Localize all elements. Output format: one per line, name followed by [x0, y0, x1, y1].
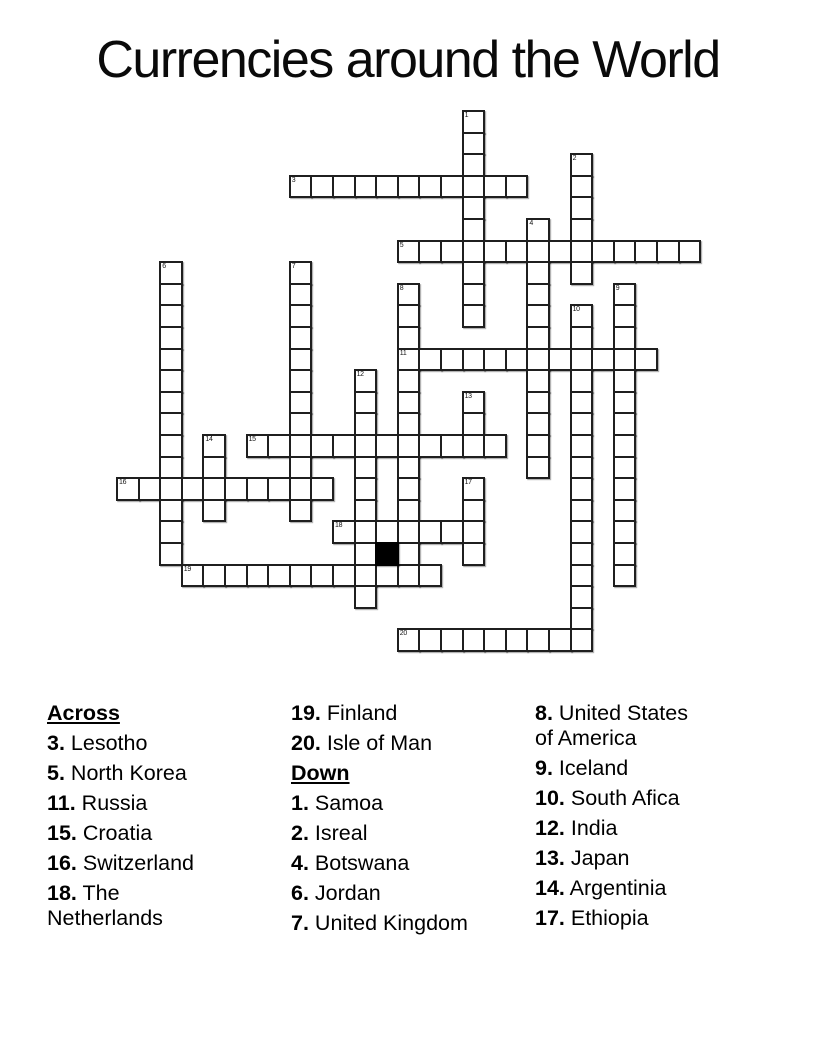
- clue-text: Iceland: [552, 755, 629, 780]
- grid-cell[interactable]: [591, 240, 615, 264]
- grid-cell[interactable]: [570, 326, 594, 350]
- grid-cell[interactable]: [462, 499, 486, 523]
- grid-cell[interactable]: [354, 520, 378, 544]
- grid-cell[interactable]: [570, 261, 594, 285]
- clue-text: Botswana: [308, 851, 410, 875]
- cell-number: 20: [399, 630, 407, 638]
- grid-cell[interactable]: [310, 175, 334, 199]
- grid-cell[interactable]: [332, 564, 356, 588]
- clue: [291, 731, 503, 756]
- grid-cell[interactable]: [354, 456, 378, 480]
- grid-cell[interactable]: [418, 348, 442, 372]
- page-title: Currencies around the World: [96, 31, 720, 89]
- grid-cell[interactable]: [570, 412, 594, 436]
- grid-cell[interactable]: [613, 564, 637, 588]
- grid-cell[interactable]: [462, 412, 486, 436]
- grid-cell[interactable]: [397, 369, 421, 393]
- grid-cell[interactable]: [462, 477, 486, 501]
- grid-cell[interactable]: [613, 304, 637, 328]
- grid-cell[interactable]: [613, 434, 637, 458]
- grid-cell[interactable]: [332, 434, 356, 458]
- clue-number: 16.: [47, 851, 77, 875]
- grid-cell[interactable]: [159, 369, 183, 393]
- cell-number: 16: [119, 479, 127, 487]
- cell-number: 3: [291, 176, 296, 184]
- grid-cell[interactable]: [289, 304, 313, 328]
- grid-cell[interactable]: [570, 499, 594, 523]
- grid-cell[interactable]: [570, 369, 594, 393]
- grid-cell[interactable]: [202, 564, 226, 588]
- grid-cell[interactable]: [397, 499, 421, 523]
- cell-number: 12: [356, 371, 364, 379]
- grid-cell[interactable]: [462, 132, 486, 156]
- grid-cell[interactable]: [375, 564, 399, 588]
- grid-cell[interactable]: [397, 283, 421, 307]
- grid-cell[interactable]: [138, 477, 162, 501]
- grid-cell[interactable]: [570, 240, 594, 264]
- cell-number: 4: [529, 220, 533, 227]
- clue: [291, 701, 503, 726]
- clue-text: India: [564, 815, 618, 840]
- grid-cell[interactable]: [246, 564, 270, 588]
- grid-cell[interactable]: [332, 520, 356, 544]
- clue: [535, 701, 747, 750]
- grid-cell[interactable]: [462, 240, 486, 264]
- grid-cell[interactable]: [354, 175, 378, 199]
- grid-cell[interactable]: [462, 542, 486, 566]
- cell-number: 10: [572, 306, 580, 314]
- grid-cell[interactable]: [526, 283, 550, 307]
- grid-cell[interactable]: [202, 456, 226, 480]
- grid-cell[interactable]: [159, 520, 183, 544]
- grid-cell[interactable]: [613, 477, 637, 501]
- grid-cell[interactable]: [462, 434, 486, 458]
- grid-cell[interactable]: [613, 369, 637, 393]
- grid-cell[interactable]: [613, 520, 637, 544]
- clue-text: Netherlands: [47, 905, 163, 930]
- grid-cell[interactable]: [289, 175, 313, 199]
- cell-number: 14: [205, 436, 213, 443]
- cell-number: 5: [399, 241, 404, 249]
- grid-cell[interactable]: [570, 520, 594, 544]
- grid-cell[interactable]: [526, 434, 550, 458]
- grid-cell[interactable]: [397, 326, 421, 350]
- grid-cell[interactable]: [570, 391, 594, 415]
- grid-cell[interactable]: [397, 412, 421, 436]
- grid-cell[interactable]: [570, 628, 594, 652]
- clue-number: 2.: [291, 821, 309, 845]
- grid-cell[interactable]: [418, 240, 442, 264]
- grid-cell[interactable]: [418, 175, 442, 199]
- grid-cell[interactable]: [440, 520, 464, 544]
- grid-cell[interactable]: [613, 326, 637, 350]
- grid-cell[interactable]: [397, 520, 421, 544]
- grid-cell[interactable]: [397, 175, 421, 199]
- grid-cell[interactable]: [418, 520, 442, 544]
- grid-cell[interactable]: [354, 369, 378, 393]
- grid-cell[interactable]: [246, 434, 270, 458]
- clue-text: Argentinia: [564, 875, 667, 900]
- grid-cell[interactable]: [289, 499, 313, 523]
- grid-cell[interactable]: [570, 477, 594, 501]
- clue-number: 7.: [291, 911, 309, 935]
- grid-cell[interactable]: [159, 261, 183, 285]
- grid-cell[interactable]: [483, 628, 507, 652]
- grid-cell[interactable]: [440, 434, 464, 458]
- clue-number: 10.: [535, 785, 565, 810]
- grid-cell[interactable]: [289, 283, 313, 307]
- cell-number: 9: [615, 284, 620, 292]
- grid-cell[interactable]: [462, 196, 486, 220]
- grid-cell[interactable]: [310, 477, 334, 501]
- grid-cell[interactable]: [354, 564, 378, 588]
- grid-cell[interactable]: [548, 348, 572, 372]
- grid-cell[interactable]: [613, 456, 637, 480]
- grid-cell[interactable]: [462, 348, 486, 372]
- clue-number: 4.: [291, 851, 309, 875]
- clue-number: 20.: [291, 731, 321, 755]
- grid-cell[interactable]: [462, 261, 486, 285]
- cell-number: 2: [572, 155, 577, 163]
- grid-cell[interactable]: [397, 542, 421, 566]
- grid-cell[interactable]: [397, 628, 421, 652]
- grid-cell[interactable]: [289, 326, 313, 350]
- grid-cell[interactable]: [462, 153, 486, 177]
- clue: [535, 906, 747, 931]
- grid-cell[interactable]: [224, 564, 248, 588]
- cell-number: 19: [183, 565, 191, 573]
- clue-text: Lesotho: [64, 731, 148, 755]
- clue: [47, 821, 259, 846]
- clue-text: Isle of Man: [320, 731, 433, 755]
- black-cell: [375, 542, 399, 566]
- clue: [291, 821, 503, 846]
- grid-cell[interactable]: [310, 564, 334, 588]
- clue-number: 17.: [535, 905, 565, 930]
- clue-number: 1.: [291, 791, 309, 815]
- grid-cell[interactable]: [483, 175, 507, 199]
- grid-cell[interactable]: [613, 240, 637, 264]
- grid-cell[interactable]: [570, 456, 594, 480]
- grid-cell[interactable]: [289, 434, 313, 458]
- cell-number: 8: [399, 284, 404, 292]
- grid-cell[interactable]: [462, 304, 486, 328]
- grid-cell[interactable]: [375, 520, 399, 544]
- grid-cell[interactable]: [397, 240, 421, 264]
- clue: [535, 876, 747, 901]
- grid-cell[interactable]: [202, 434, 226, 458]
- clue-column-3: [535, 701, 747, 936]
- grid-cell[interactable]: [526, 218, 550, 242]
- clue: [291, 851, 503, 876]
- clue: [535, 756, 747, 781]
- grid-cell[interactable]: [397, 564, 421, 588]
- grid-cell[interactable]: [570, 542, 594, 566]
- clue-number: 14.: [535, 875, 565, 900]
- clue-text: Switzerland: [76, 851, 194, 875]
- clue-text: Samoa: [308, 791, 384, 815]
- clue-column-2: [291, 701, 503, 941]
- grid-cell[interactable]: [462, 175, 486, 199]
- grid-cell[interactable]: [570, 348, 594, 372]
- grid-cell[interactable]: [116, 477, 140, 501]
- clue-number: 18.: [47, 881, 77, 905]
- clue-text: United States: [552, 701, 688, 725]
- grid-cell[interactable]: [505, 175, 529, 199]
- cell-number: 18: [335, 522, 343, 530]
- grid-cell[interactable]: [289, 412, 313, 436]
- grid-cell[interactable]: [570, 564, 594, 588]
- grid-cell[interactable]: [526, 391, 550, 415]
- grid-cell[interactable]: [289, 391, 313, 415]
- clue-number: 11.: [47, 791, 76, 815]
- grid-cell[interactable]: [397, 348, 421, 372]
- grid-cell[interactable]: [656, 240, 680, 264]
- clue-number: 8.: [535, 701, 553, 725]
- grid-cell[interactable]: [289, 564, 313, 588]
- grid-cell[interactable]: [462, 391, 486, 415]
- grid-cell[interactable]: [613, 283, 637, 307]
- grid-cell[interactable]: [181, 477, 205, 501]
- clue-number: 3.: [47, 731, 65, 755]
- grid-cell[interactable]: [613, 391, 637, 415]
- grid-cell[interactable]: [159, 434, 183, 458]
- grid-cell[interactable]: [159, 348, 183, 372]
- grid-cell[interactable]: [634, 240, 658, 264]
- grid-cell[interactable]: [570, 304, 594, 328]
- grid-cell[interactable]: [397, 304, 421, 328]
- cell-number: 7: [291, 263, 296, 271]
- grid-cell[interactable]: [613, 412, 637, 436]
- clue-column-1: [47, 701, 259, 936]
- clue: [47, 881, 259, 930]
- grid-cell[interactable]: [548, 628, 572, 652]
- cell-number: 15: [248, 436, 256, 443]
- grid-cell[interactable]: [159, 456, 183, 480]
- grid-cell[interactable]: [526, 348, 550, 372]
- grid-cell[interactable]: [570, 218, 594, 242]
- clue-text: Japan: [564, 845, 630, 870]
- grid-cell[interactable]: [526, 261, 550, 285]
- clue-text: United Kingdom: [308, 911, 468, 935]
- grid-cell[interactable]: [526, 369, 550, 393]
- grid-cell[interactable]: [613, 542, 637, 566]
- clue-number: 5.: [47, 761, 65, 785]
- clue: [291, 791, 503, 816]
- grid-cell[interactable]: [354, 412, 378, 436]
- grid-cell[interactable]: [246, 477, 270, 501]
- grid-cell[interactable]: [483, 348, 507, 372]
- grid-cell[interactable]: [462, 218, 486, 242]
- grid-cell[interactable]: [289, 348, 313, 372]
- clue: [47, 761, 259, 786]
- grid-cell[interactable]: [289, 261, 313, 285]
- grid-cell[interactable]: [570, 175, 594, 199]
- grid-cell[interactable]: [634, 348, 658, 372]
- grid-cell[interactable]: [159, 326, 183, 350]
- grid-cell[interactable]: [354, 499, 378, 523]
- grid-cell[interactable]: [418, 434, 442, 458]
- grid-cell[interactable]: [397, 391, 421, 415]
- grid-cell[interactable]: [267, 434, 291, 458]
- grid-cell[interactable]: [181, 564, 205, 588]
- grid-cell[interactable]: [159, 391, 183, 415]
- grid-cell[interactable]: [526, 326, 550, 350]
- grid-cell[interactable]: [224, 477, 248, 501]
- grid-cell[interactable]: [570, 153, 594, 177]
- grid-cell[interactable]: [462, 520, 486, 544]
- grid-cell[interactable]: [375, 175, 399, 199]
- clue-text: Croatia: [76, 821, 153, 845]
- grid-cell[interactable]: [570, 585, 594, 609]
- clue-text: The: [76, 881, 120, 905]
- grid-cell[interactable]: [440, 175, 464, 199]
- clue-number: 13.: [535, 845, 565, 870]
- clue-text: of America: [535, 725, 637, 750]
- grid-cell[interactable]: [159, 477, 183, 501]
- clue: [535, 846, 747, 871]
- clue-text: Ethiopia: [564, 905, 649, 930]
- grid-cell[interactable]: [440, 240, 464, 264]
- grid-cell[interactable]: [332, 175, 356, 199]
- clue: [47, 851, 259, 876]
- grid-cell[interactable]: [570, 434, 594, 458]
- clue-number: 6.: [291, 881, 309, 905]
- grid-cell[interactable]: [397, 477, 421, 501]
- grid-cell[interactable]: [289, 369, 313, 393]
- grid-cell[interactable]: [418, 628, 442, 652]
- grid-cell[interactable]: [440, 348, 464, 372]
- cell-number: 6: [162, 263, 166, 271]
- grid-cell[interactable]: [202, 499, 226, 523]
- grid-cell[interactable]: [267, 564, 291, 588]
- grid-cell[interactable]: [505, 628, 529, 652]
- clue: [291, 911, 503, 936]
- grid-cell[interactable]: [397, 434, 421, 458]
- clue: [535, 816, 747, 841]
- grid-cell[interactable]: [159, 412, 183, 436]
- grid-cell[interactable]: [483, 434, 507, 458]
- grid-cell[interactable]: [418, 564, 442, 588]
- clue: [535, 786, 747, 811]
- grid-cell[interactable]: [526, 412, 550, 436]
- grid-cell[interactable]: [375, 434, 399, 458]
- clue: [47, 791, 259, 816]
- grid-cell[interactable]: [462, 110, 486, 134]
- grid-cell[interactable]: [483, 240, 507, 264]
- grid-cell[interactable]: [354, 477, 378, 501]
- grid-cell[interactable]: [440, 628, 464, 652]
- clue-text: Russia: [75, 791, 148, 815]
- cell-number: 13: [464, 392, 472, 400]
- grid-cell[interactable]: [289, 477, 313, 501]
- cell-number: 17: [464, 479, 472, 487]
- grid-cell[interactable]: [613, 348, 637, 372]
- grid-cell[interactable]: [505, 240, 529, 264]
- grid-cell[interactable]: [159, 542, 183, 566]
- grid-cell[interactable]: [570, 607, 594, 631]
- clue-number: 12.: [535, 815, 565, 840]
- grid-cell[interactable]: [462, 628, 486, 652]
- grid-cell[interactable]: [570, 196, 594, 220]
- down-heading: Down: [291, 761, 350, 785]
- clue: [291, 881, 503, 906]
- cell-number: 11: [399, 349, 407, 357]
- clue: [47, 731, 259, 756]
- clue-number: 9.: [535, 755, 553, 780]
- clue-text: Finland: [320, 701, 398, 725]
- grid-cell[interactable]: [678, 240, 702, 264]
- grid-cell[interactable]: [548, 240, 572, 264]
- clue-text: Isreal: [308, 821, 368, 845]
- grid-cell[interactable]: [526, 628, 550, 652]
- grid-cell[interactable]: [613, 499, 637, 523]
- grid-cell[interactable]: [462, 283, 486, 307]
- grid-cell[interactable]: [310, 434, 334, 458]
- clue-text: North Korea: [64, 761, 187, 785]
- grid-cell[interactable]: [202, 477, 226, 501]
- grid-cell[interactable]: [526, 304, 550, 328]
- cell-number: 1: [464, 112, 469, 119]
- grid-cell[interactable]: [526, 456, 550, 480]
- grid-cell[interactable]: [354, 434, 378, 458]
- grid-cell[interactable]: [397, 456, 421, 480]
- clue-number: 15.: [47, 821, 77, 845]
- grid-cell[interactable]: [267, 477, 291, 501]
- grid-cell[interactable]: [159, 499, 183, 523]
- grid-cell[interactable]: [354, 542, 378, 566]
- grid-cell[interactable]: [526, 240, 550, 264]
- grid-cell[interactable]: [505, 348, 529, 372]
- grid-cell[interactable]: [591, 348, 615, 372]
- clue-number: 19.: [291, 701, 321, 725]
- clue-text: Jordan: [308, 881, 381, 905]
- grid-cell[interactable]: [159, 283, 183, 307]
- clue-text: South Afica: [564, 785, 680, 810]
- grid-cell[interactable]: [159, 304, 183, 328]
- grid-cell[interactable]: [354, 391, 378, 415]
- grid-cell[interactable]: [354, 585, 378, 609]
- across-heading: Across: [47, 701, 120, 725]
- grid-cell[interactable]: [289, 456, 313, 480]
